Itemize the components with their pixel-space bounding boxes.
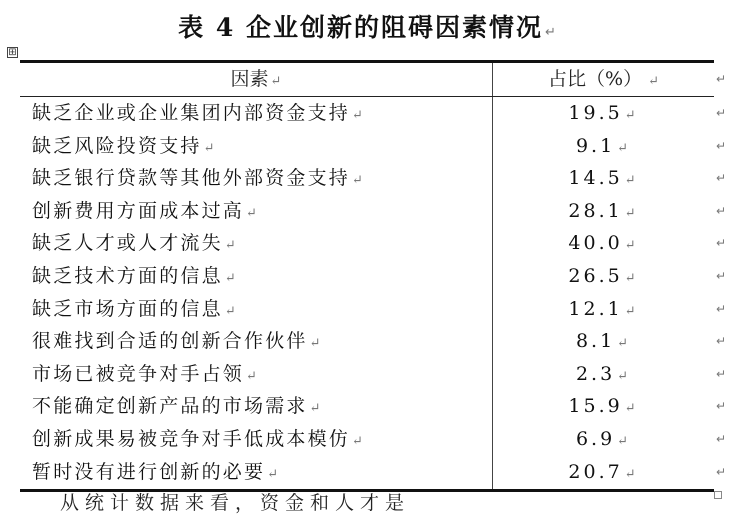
table-row bbox=[20, 325, 730, 358]
percent-cell bbox=[493, 227, 714, 262]
paragraph-mark-icon: ↵ bbox=[246, 368, 260, 384]
percent-value: 2.3 bbox=[575, 362, 616, 385]
paragraph-mark-icon: ↵ bbox=[624, 303, 639, 319]
percent-value: 14.5 bbox=[568, 167, 623, 190]
percent-value: 26.5 bbox=[568, 264, 623, 287]
paragraph-mark-icon: ↵ bbox=[624, 401, 639, 417]
row-end-mark-icon: ↵ bbox=[716, 203, 727, 218]
paragraph-mark-icon: ↵ bbox=[544, 25, 558, 40]
paragraph-mark-icon: ↵ bbox=[624, 173, 639, 189]
table-row bbox=[20, 162, 730, 195]
paragraph-mark-icon: ↵ bbox=[246, 205, 260, 221]
paragraph-mark-icon: ↵ bbox=[648, 74, 659, 89]
factor-text: 很难找到合适的创新合作伙伴 bbox=[32, 330, 308, 353]
row-end-mark-icon: ↵ bbox=[716, 464, 727, 479]
factor-text: 缺乏企业或企业集团内部资金支持 bbox=[32, 102, 351, 124]
percent-cell bbox=[493, 97, 714, 132]
row-end-mark-icon: ↵ bbox=[716, 268, 727, 283]
percent-cell bbox=[493, 390, 714, 425]
table-row bbox=[20, 423, 730, 456]
factor-text: 创新成果易被竞争对手低成本模仿 bbox=[32, 427, 351, 450]
table-body bbox=[20, 97, 730, 488]
factor-cell bbox=[32, 456, 280, 491]
percent-cell bbox=[493, 130, 714, 165]
table-move-handle-icon[interactable]: ⊞ bbox=[8, 47, 17, 58]
row-end-mark-icon: ↵ bbox=[716, 399, 727, 414]
paragraph-mark-icon: ↵ bbox=[352, 173, 366, 189]
paragraph-mark-icon: ↵ bbox=[270, 74, 282, 89]
paragraph-mark-icon: ↵ bbox=[617, 368, 632, 384]
percent-value: 8.1 bbox=[575, 330, 616, 353]
table-row bbox=[20, 97, 730, 130]
percent-cell bbox=[493, 423, 714, 458]
percent-cell bbox=[493, 260, 714, 295]
header-factor bbox=[20, 63, 492, 96]
factor-cell bbox=[32, 325, 323, 360]
paragraph-mark-icon: ↵ bbox=[617, 336, 632, 352]
percent-cell bbox=[493, 293, 714, 328]
paragraph-mark-icon: ↵ bbox=[309, 336, 323, 352]
row-end-mark-icon: ↵ bbox=[716, 301, 727, 316]
percent-cell bbox=[493, 162, 714, 197]
paragraph-mark-icon: ↵ bbox=[352, 433, 366, 449]
factor-text: 不能确定创新产品的市场需求 bbox=[32, 395, 308, 418]
row-end-mark-icon: ↵ bbox=[716, 106, 727, 120]
header-percent bbox=[493, 63, 714, 96]
row-end-mark-icon: ↵ bbox=[716, 366, 727, 381]
factor-text: 缺乏风险投资支持 bbox=[32, 134, 202, 157]
factor-cell bbox=[32, 390, 323, 425]
factor-cell bbox=[32, 227, 238, 262]
header-percent-label: 占比（%） bbox=[548, 68, 643, 90]
factor-text: 缺乏技术方面的信息 bbox=[32, 264, 223, 287]
paragraph-mark-icon: ↵ bbox=[224, 303, 238, 319]
row-end-mark-icon: ↵ bbox=[716, 72, 727, 86]
factor-cell bbox=[32, 293, 238, 328]
next-paragraph-text: 从统计数据来看，资金和人才是 bbox=[60, 492, 411, 514]
table-row bbox=[20, 390, 730, 423]
factor-text: 市场已被竞争对手占领 bbox=[32, 362, 245, 385]
percent-cell bbox=[493, 195, 714, 230]
factor-cell bbox=[32, 97, 365, 132]
paragraph-mark-icon: ↵ bbox=[617, 140, 632, 156]
factor-text: 暂时没有进行创新的必要 bbox=[32, 460, 266, 483]
paragraph-mark-icon: ↵ bbox=[624, 205, 639, 221]
percent-value: 9.1 bbox=[575, 134, 616, 157]
paragraph-mark-icon: ↵ bbox=[624, 270, 639, 286]
table-row bbox=[20, 358, 730, 391]
table-row bbox=[20, 130, 730, 163]
row-end-mark-icon: ↵ bbox=[716, 138, 727, 153]
paragraph-mark-icon: ↵ bbox=[624, 466, 639, 482]
percent-value: 19.5 bbox=[568, 102, 623, 124]
percent-value: 15.9 bbox=[568, 395, 623, 418]
factor-text: 创新费用方面成本过高 bbox=[32, 199, 245, 222]
paragraph-mark-icon: ↵ bbox=[309, 401, 323, 417]
percent-value: 12.1 bbox=[568, 297, 623, 320]
factor-text: 缺乏市场方面的信息 bbox=[32, 297, 223, 320]
title-text: 企业创新的阻碍因素情况 bbox=[245, 13, 543, 42]
table-row bbox=[20, 456, 730, 489]
factor-cell bbox=[32, 195, 259, 230]
table-row bbox=[20, 195, 730, 228]
factor-cell bbox=[32, 358, 259, 393]
percent-value: 40.0 bbox=[568, 232, 623, 255]
percent-cell bbox=[493, 456, 714, 491]
title-number: 4 bbox=[215, 13, 236, 42]
row-end-mark-icon: ↵ bbox=[716, 334, 727, 349]
paragraph-mark-icon: ↵ bbox=[617, 433, 632, 449]
factor-cell bbox=[32, 260, 238, 295]
percent-cell bbox=[493, 358, 714, 393]
table-title bbox=[0, 8, 736, 44]
percent-cell bbox=[493, 325, 714, 360]
table-row bbox=[20, 293, 730, 326]
paragraph-mark-icon: ↵ bbox=[267, 466, 281, 482]
title-prefix: 表 bbox=[178, 13, 206, 42]
header-factor-label: 因素 bbox=[230, 68, 269, 90]
row-end-mark-icon: ↵ bbox=[716, 431, 727, 446]
table-row bbox=[20, 260, 730, 293]
row-end-mark-icon: ↵ bbox=[716, 236, 727, 251]
paragraph-mark-icon: ↵ bbox=[224, 270, 238, 286]
factor-cell bbox=[32, 162, 365, 197]
percent-value: 6.9 bbox=[575, 427, 616, 450]
factor-cell bbox=[32, 423, 365, 458]
paragraph-mark-icon: ↵ bbox=[224, 238, 238, 254]
paragraph-mark-icon: ↵ bbox=[624, 238, 639, 254]
row-end-mark-icon: ↵ bbox=[716, 171, 727, 186]
factor-text: 缺乏银行贷款等其他外部资金支持 bbox=[32, 167, 351, 190]
factor-text: 缺乏人才或人才流失 bbox=[32, 232, 223, 255]
paragraph-mark-icon: ↵ bbox=[624, 108, 639, 123]
paragraph-mark-icon: ↵ bbox=[203, 140, 217, 156]
next-paragraph-cut-off bbox=[60, 492, 500, 514]
table-resize-handle-icon[interactable] bbox=[714, 491, 722, 499]
paragraph-mark-icon: ↵ bbox=[352, 108, 366, 123]
factor-cell bbox=[32, 130, 217, 165]
percent-value: 28.1 bbox=[568, 199, 623, 222]
percent-value: 20.7 bbox=[568, 460, 623, 483]
table-row bbox=[20, 227, 730, 260]
